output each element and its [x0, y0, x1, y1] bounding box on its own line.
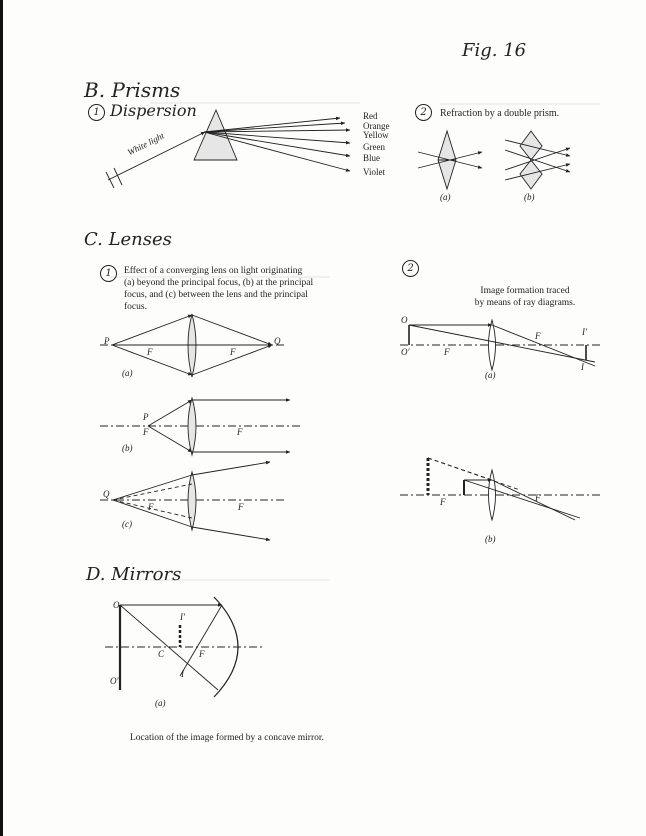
- label-P: P: [143, 412, 149, 422]
- lenses-heading: C. Lenses: [84, 229, 172, 250]
- mirrors-heading: D. Mirrors: [86, 564, 182, 585]
- double-prism-sub-b: (b): [524, 192, 535, 202]
- dispersion-title: Dispersion: [110, 101, 197, 120]
- label-O-prime: O′: [110, 676, 119, 686]
- label-F: F: [237, 427, 243, 437]
- label-F: F: [147, 347, 153, 357]
- lenses-part2-caption: [470, 285, 580, 309]
- double-prism-a: [418, 131, 482, 189]
- caption-line: Image formation traced: [480, 286, 570, 296]
- caption-line: (a) beyond the principal focus, (b) at the principal: [124, 278, 314, 288]
- label-F: F: [230, 347, 236, 357]
- label-F: F: [148, 502, 154, 512]
- lenses-part2-number: 2: [402, 260, 419, 277]
- lens1a-sub: (a): [122, 368, 133, 378]
- white-light-label: White light: [125, 130, 166, 158]
- label-I: I: [581, 362, 584, 372]
- lens2b-sub: (b): [485, 534, 496, 544]
- lenses-part1-number: 1: [100, 265, 117, 282]
- mirror-diagram: [105, 597, 265, 697]
- mirror-sub: (a): [155, 698, 166, 708]
- lenses-part1-caption: [124, 265, 313, 313]
- caption-line: focus, and (c) between the lens and the principal: [124, 290, 308, 300]
- lens1b-sub: (b): [122, 443, 133, 453]
- label-F: F: [444, 347, 450, 357]
- spectrum-violet: Violet: [363, 167, 385, 177]
- caption-line: focus.: [124, 302, 147, 312]
- label-F: F: [535, 493, 541, 503]
- label-F: F: [238, 502, 244, 512]
- label-Q: Q: [274, 336, 281, 346]
- caption-line: by means of ray diagrams.: [474, 298, 576, 308]
- spectrum-yellow: Yellow: [363, 130, 389, 140]
- spectrum-orange: Orange: [363, 121, 390, 131]
- label-O: O: [113, 600, 120, 610]
- double-prism-b: [505, 131, 570, 189]
- prisms-heading: B. Prisms: [84, 78, 181, 102]
- spectrum-green: Green: [363, 142, 385, 152]
- label-F: F: [535, 331, 541, 341]
- spectrum-red: Red: [363, 111, 378, 121]
- lens-diagram-2b: [400, 458, 600, 520]
- label-I-prime: I′: [180, 612, 185, 622]
- lens-diagram-2a: [400, 320, 600, 370]
- spectrum-blue: Blue: [363, 153, 380, 163]
- label-C: C: [158, 649, 165, 659]
- label-I: I: [181, 669, 184, 679]
- label-F: F: [199, 649, 205, 659]
- lens2a-sub: (a): [485, 370, 496, 380]
- mirror-caption: Location of the image formed by a concave mirror.: [130, 733, 324, 743]
- double-prism-number: 2: [415, 104, 432, 121]
- label-O-prime: O′: [401, 347, 410, 357]
- label-I-prime: I′: [582, 327, 587, 337]
- dispersion-number: 1: [88, 104, 105, 121]
- label-Q: Q: [103, 489, 110, 499]
- double-prism-sub-a: (a): [440, 192, 451, 202]
- label-O: O: [401, 315, 408, 325]
- caption-line: Effect of a converging lens on light originating: [124, 266, 303, 276]
- label-P: P: [104, 336, 110, 346]
- label-F: F: [143, 427, 149, 437]
- double-prism-caption: Refraction by a double prism.: [440, 108, 560, 119]
- label-F: F: [440, 497, 446, 507]
- lens1c-sub: (c): [122, 519, 132, 529]
- figure-label: Fig. 16: [462, 40, 527, 61]
